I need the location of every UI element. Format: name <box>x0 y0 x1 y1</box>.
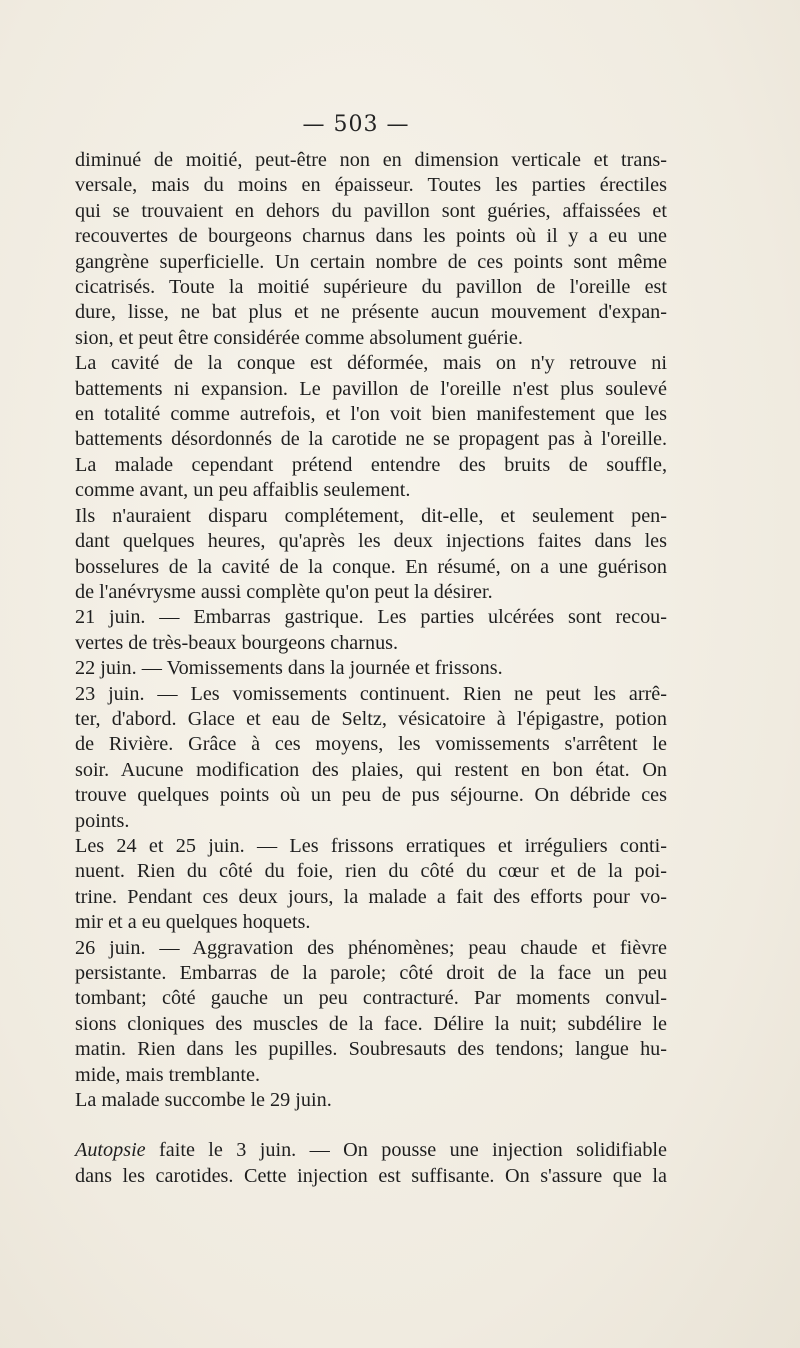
text-line: dure, lisse, ne bat plus et ne présente aucun mouvement d'expan- <box>75 301 667 324</box>
autopsy-text: faite le 3 juin. — On pousse une injection solidifiable <box>145 1139 667 1162</box>
text-line: ter, d'abord. Glace et eau de Seltz, vésicatoire à l'épigastre, potion <box>75 707 667 730</box>
text-line: 23 juin. — Les vomissements continuent. Rien ne peut les arrê- <box>75 682 667 705</box>
text-line: sions cloniques des muscles de la face. Délire la nuit; subdélire le <box>75 1012 667 1035</box>
text-line: tombant; côté gauche un peu contracturé. Par moments convul- <box>75 987 667 1010</box>
text-line: soir. Aucune modification des plaies, qui restent en bon état. On <box>75 758 667 781</box>
text-line: mir et a eu quelques hoquets. <box>75 911 311 934</box>
text-line: 26 juin. — Aggravation des phénomènes; peau chaude et fièvre <box>75 936 667 959</box>
text-line: gangrène superficielle. Un certain nombre de ces points sont même <box>75 250 667 273</box>
text-line: en totalité comme autrefois, et l'on voit bien manifestement que les <box>75 403 667 426</box>
text-line: trine. Pendant ces deux jours, la malade a fait des efforts pour vo- <box>75 885 667 908</box>
page-number: — 503 — <box>302 112 410 137</box>
text-line: points. <box>75 809 130 832</box>
text-line: vertes de très-beaux bourgeons charnus. <box>75 631 399 654</box>
text-line: versale, mais du moins en épaisseur. Toutes les parties érectiles <box>75 174 667 197</box>
paragraph-gap <box>75 1113 667 1138</box>
text-line: mide, mais tremblante. <box>75 1063 260 1086</box>
text-line: de Rivière. Grâce à ces moyens, les vomissements s'arrêtent le <box>75 733 667 756</box>
text-line: recouvertes de bourgeons charnus dans les points où il y a eu une <box>75 225 667 248</box>
text-line: La malade succombe le 29 juin. <box>75 1089 332 1112</box>
text-line: sion, et peut être considérée comme absolument guérie. <box>75 326 523 349</box>
text-line: dant quelques heures, qu'après les deux injections faites dans les <box>75 530 667 553</box>
text-line: battements désordonnés de la carotide ne se propagent pas à l'oreille. <box>75 428 667 451</box>
text-line: La malade cependant prétend entendre des bruits de souffle, <box>75 453 667 476</box>
text-line: 22 juin. — Vomissements dans la journée et frissons. <box>75 657 503 680</box>
text-line: de l'anévrysme aussi complète qu'on peut la désirer. <box>75 580 493 603</box>
text-line: battements ni expansion. Le pavillon de l'oreille n'est plus soulevé <box>75 377 667 400</box>
text-line: La cavité de la conque est déformée, mais on n'y retrouve ni <box>75 352 667 375</box>
text-line: diminué de moitié, peut-être non en dimension verticale et trans- <box>75 149 667 171</box>
text-line: matin. Rien dans les pupilles. Soubresauts des tendons; langue hu- <box>75 1038 667 1061</box>
text-line: nuent. Rien du côté du foie, rien du côté du cœur et de la poi- <box>75 860 667 883</box>
text-line: Ils n'auraient disparu complétement, dit-elle, et seulement pen- <box>75 504 667 527</box>
text-line: bosselures de la cavité de la conque. En résumé, on a une guérison <box>75 555 667 578</box>
text-line: cicatrisés. Toute la moitié supérieure du pavillon de l'oreille est <box>75 276 667 299</box>
text-line: 21 juin. — Embarras gastrique. Les parties ulcérées sont recou- <box>75 606 667 629</box>
body-text <box>75 148 667 1189</box>
autopsy-line <box>75 1138 667 1163</box>
autopsy-label: Autopsie <box>75 1139 146 1162</box>
text-line: persistante. Embarras de la parole; côté droit de la face un peu <box>75 962 667 984</box>
text-line: qui se trouvaient en dehors du pavillon sont guéries, affaissées et <box>75 199 667 222</box>
text-line: trouve quelques points où un peu de pus séjourne. On débride ces <box>75 784 667 807</box>
text-line: dans les carotides. Cette injection est suffisante. On s'assure que la <box>75 1164 667 1187</box>
text-line: comme avant, un peu affaiblis seulement. <box>75 479 411 502</box>
text-line: Les 24 et 25 juin. — Les frissons erratiques et irréguliers conti- <box>75 834 667 857</box>
